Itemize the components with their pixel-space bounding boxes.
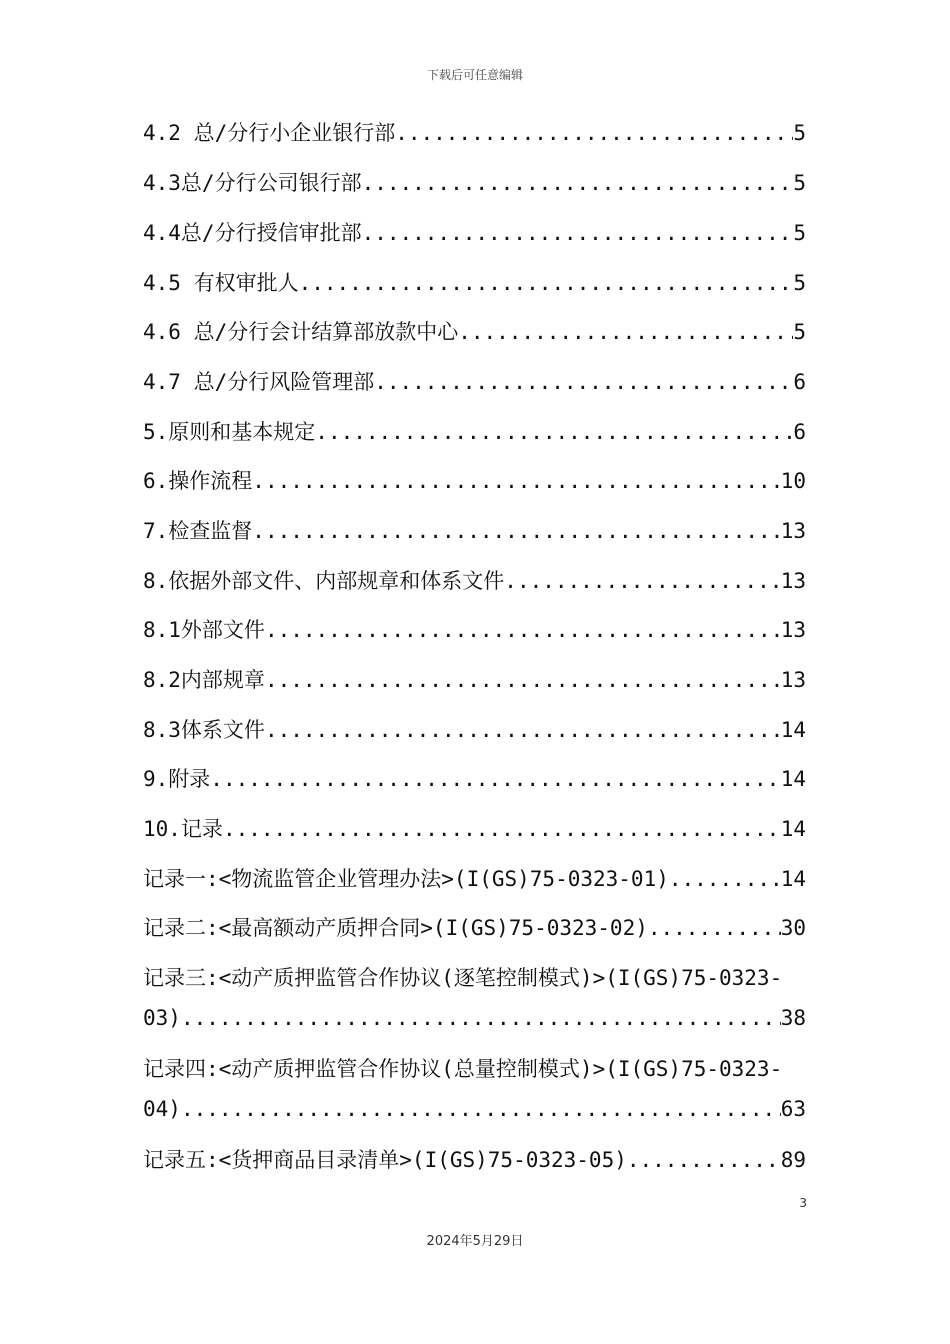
- dot-leader: [181, 1003, 781, 1033]
- toc-entry-title: 7.检查监督: [143, 519, 253, 543]
- dot-leader: [362, 218, 794, 248]
- toc-entry-title: 5.原则和基本规定: [143, 420, 316, 444]
- toc-entry-title: 4.4总/分行授信审批部: [143, 221, 362, 245]
- toc-entry[interactable]: [143, 665, 806, 695]
- dot-leader: [252, 516, 780, 546]
- toc-entry[interactable]: [143, 963, 806, 1033]
- toc-entry[interactable]: [143, 913, 806, 943]
- toc-entry-page: 13: [780, 569, 806, 593]
- toc-entry[interactable]: [143, 268, 806, 298]
- toc-entry-title: 记录四:<动产质押监管合作协议(总量控制模式)>(I(GS)75-0323-: [143, 1057, 783, 1081]
- toc-entry[interactable]: [143, 566, 806, 596]
- dot-leader: [315, 417, 793, 447]
- toc-entry[interactable]: [143, 864, 806, 894]
- toc-entry[interactable]: [143, 814, 806, 844]
- toc-entry[interactable]: [143, 168, 806, 198]
- toc-entry-title-continued: 04): [143, 1097, 181, 1121]
- toc-entry[interactable]: [143, 218, 806, 248]
- toc-entry-title: 8.1外部文件: [143, 618, 265, 642]
- toc-entry-page: 5: [793, 320, 806, 344]
- toc-entry[interactable]: [143, 118, 806, 148]
- toc-entry-title: 4.3总/分行公司银行部: [143, 171, 362, 195]
- toc-entry-page: 6: [793, 420, 806, 444]
- toc-entry-page: 5: [793, 271, 806, 295]
- dot-leader: [265, 665, 781, 695]
- dot-leader: [265, 715, 781, 745]
- toc-entry-title: 记录一:<物流监管企业管理办法>(I(GS)75-0323-01): [143, 867, 669, 891]
- toc-entry[interactable]: [143, 367, 806, 397]
- toc-entry-title: 4.5 有权审批人: [143, 271, 299, 295]
- dot-leader: [223, 814, 781, 844]
- toc-entry-page: 14: [780, 867, 806, 891]
- dot-leader: [181, 1094, 781, 1124]
- toc-entry-title: 记录三:<动产质押监管合作协议(逐笔控制模式)>(I(GS)75-0323-: [143, 966, 783, 990]
- toc-entry-page: 30: [780, 916, 806, 940]
- toc-entry-title: 8.2内部规章: [143, 668, 265, 692]
- toc-entry-page: 10: [780, 469, 806, 493]
- toc-entry-title: 10.记录: [143, 817, 223, 841]
- page-footer-date: 2024年5月29日: [426, 1234, 524, 1249]
- toc-entry-page: 14: [780, 718, 806, 742]
- toc-entry-page: 13: [780, 618, 806, 642]
- toc-entry-title: 8.3体系文件: [143, 718, 265, 742]
- toc-entry-page: 5: [793, 171, 806, 195]
- dot-leader: [648, 913, 781, 943]
- toc-entry-title: 9.附录: [143, 767, 211, 791]
- dot-leader: [374, 367, 793, 397]
- toc-entry[interactable]: [143, 615, 806, 645]
- dot-leader: [458, 317, 793, 347]
- page-header: 下载后可任意编辑: [426, 68, 523, 82]
- toc-entry-page: 6: [793, 370, 806, 394]
- toc-entry-title: 4.6 总/分行会计结算部放款中心: [143, 320, 459, 344]
- page-number: 3: [799, 1196, 807, 1210]
- dot-leader: [265, 615, 781, 645]
- toc-entry-title: 记录五:<货押商品目录清单>(I(GS)75-0323-05): [143, 1148, 627, 1172]
- toc-entry-page: 89: [780, 1148, 806, 1172]
- toc-entry-page: 38: [780, 1006, 806, 1030]
- toc-entry-page: 5: [793, 221, 806, 245]
- dot-leader: [210, 764, 780, 794]
- toc-entry[interactable]: [143, 317, 806, 347]
- toc-entry-page: 13: [780, 519, 806, 543]
- dot-leader: [362, 168, 794, 198]
- toc-entry[interactable]: [143, 1145, 806, 1175]
- toc-entry[interactable]: [143, 764, 806, 794]
- toc-entry-title: 记录二:<最高额动产质押合同>(I(GS)75-0323-02): [143, 916, 648, 940]
- toc-entry-page: 14: [780, 767, 806, 791]
- toc-entry[interactable]: [143, 715, 806, 745]
- toc-entry-page: 14: [780, 817, 806, 841]
- toc-entry-page: 63: [780, 1097, 806, 1121]
- toc-entry[interactable]: [143, 516, 806, 546]
- dot-leader: [299, 268, 794, 298]
- toc-entry[interactable]: [143, 417, 806, 447]
- dot-leader: [627, 1145, 781, 1175]
- dot-leader: [395, 118, 793, 148]
- toc-entry-title: 4.7 总/分行风险管理部: [143, 370, 375, 394]
- dot-leader: [252, 466, 780, 496]
- toc-entry[interactable]: [143, 466, 806, 496]
- toc-entry[interactable]: [143, 1054, 806, 1124]
- toc-entry-title: 4.2 总/分行小企业银行部: [143, 121, 396, 145]
- dot-leader: [669, 864, 781, 894]
- toc-entry-title: 8.依据外部文件、内部规章和体系文件: [143, 569, 505, 593]
- toc-entry-title: 6.操作流程: [143, 469, 253, 493]
- dot-leader: [504, 566, 780, 596]
- toc-entry-page: 13: [780, 668, 806, 692]
- toc-entry-page: 5: [793, 121, 806, 145]
- toc-entry-title-continued: 03): [143, 1006, 181, 1030]
